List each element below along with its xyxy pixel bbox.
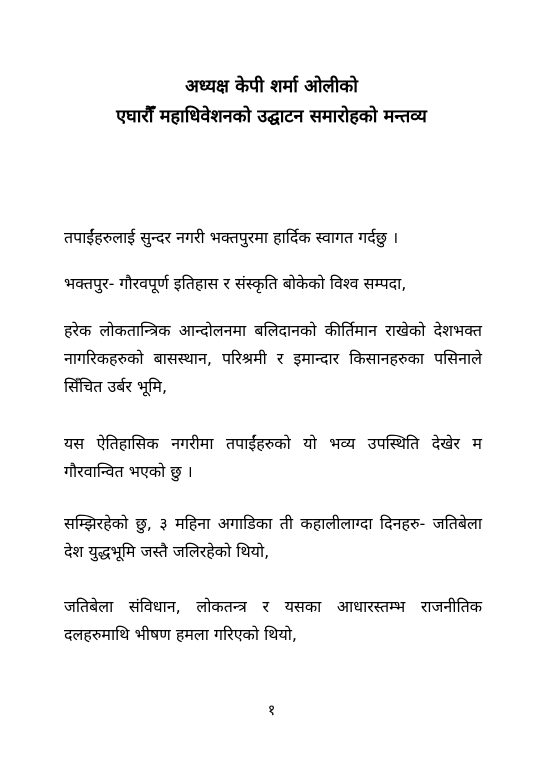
speech-heading	[0, 72, 543, 132]
paragraph-text: सम्झिरहेको छु, ३ महिना अगाडिका ती कहालीलाग्दा दिनहरु- जतिबेला देश युद्धभूमि जस्तै जलिरहेको थियो,	[64, 514, 482, 561]
heading-line-1: अध्यक्ष केपी शर्मा ओलीको	[185, 76, 358, 97]
paragraph-bhaktapur	[64, 270, 482, 298]
paragraph-text: यस ऐतिहासिक नगरीमा तपाईंहरुको यो भव्य उपस्थिति देखेर म गौरवान्वित भएको छु ।	[64, 434, 482, 481]
heading-line-2: एघारौँ महाधिवेशनको उद्घाटन समारोहको मन्तव्य	[116, 106, 427, 127]
paragraph-text: हरेक लोकतान्त्रिक आन्दोलनमा बलिदानको कीर्तिमान राखेको देशभक्त नागरिकहरुको बासस्थान, परिश्रमी र इमान्दार किसानहरुका पसिनाले सिँचित उर्बर भूमि,	[64, 321, 482, 396]
paragraph-welcome	[64, 224, 482, 252]
paragraph-text: तपाईंहरुलाई सुन्दर नगरी भक्तपुरमा हार्दिक स्वागत गर्दछु ।	[64, 228, 399, 247]
paragraph-remembrance	[64, 510, 482, 566]
paragraph-text: जतिबेला संविधान, लोकतन्त्र र यसका आधारस्तम्भ राजनीतिक दलहरुमाथि भीषण हमला गरिएको थियो,	[64, 597, 482, 644]
paragraph-homeland	[64, 317, 482, 401]
page-number: १	[267, 701, 276, 719]
paragraph-text: भक्तपुर- गौरवपूर्ण इतिहास र संस्कृति बोकेको विश्व सम्पदा,	[64, 274, 407, 293]
paragraph-attack	[64, 593, 482, 649]
paragraph-pride	[64, 430, 482, 486]
